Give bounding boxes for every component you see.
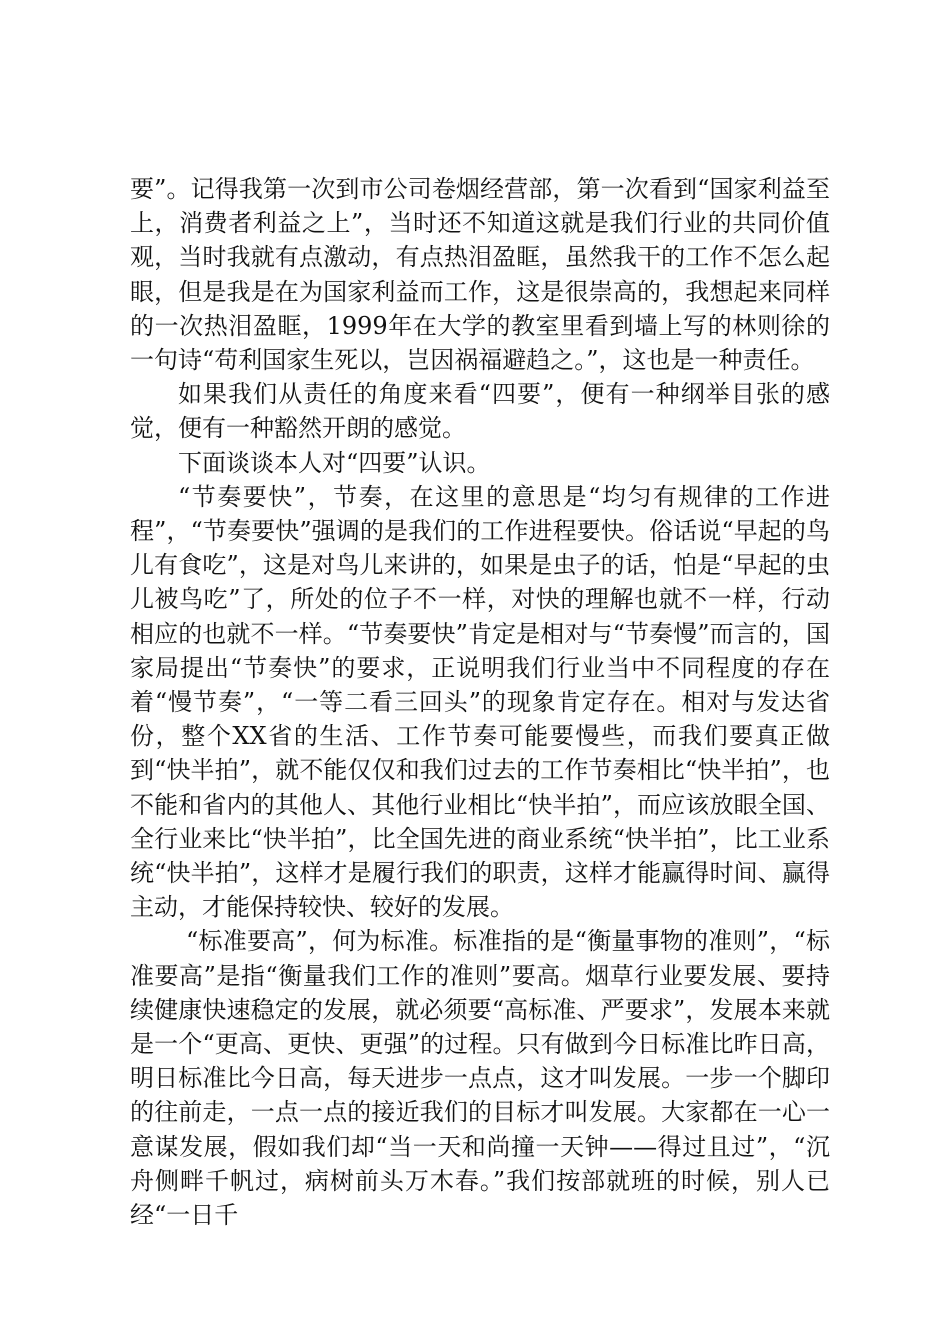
paragraph-4: “节奏要快”，节奏，在这里的意思是“均匀有规律的工作进程”，“节奏要快”强调的是我们的工作进程要快。俗话说“早起的鸟儿有食吃”，这是对鸟儿来讲的，如果是虫子的话，怕是“早起的虫儿被鸟吃”了，所处的位子不一样，对快的理解也就不一样，行动相应的也就不一样。“节奏要快”肯定是相对与“节奏慢”而言的，国家局提出“节奏快”的要求，正说明我们行业当中不同程度的存在着“慢节奏”，“一等二看三回头”的现象肯定存在。相对与发达省份，整个XX省的生活、工作节奏可能要慢些，而我们要真正做到“快半拍”，就不能仅仅和我们过去的工作节奏相比“快半拍”，也不能和省内的其他人、其他行业相比“快半拍”，而应该放眼全国、全行业来比“快半拍”，比全国先进的商业系统“快半拍”，比工业系统“快半拍”，这样才是履行我们的职责，这样才能赢得时间、赢得主动，才能保持较快、较好的发展。: [130, 482, 830, 922]
paragraph-2: 如果我们从责任的角度来看“四要”，便有一种纲举目张的感觉，便有一种豁然开朗的感觉。: [130, 380, 830, 443]
paragraph-1: 要”。记得我第一次到市公司卷烟经营部，第一次看到“国家利益至上，消费者利益之上”，当时还不知道这就是我们行业的共同价值观，当时我就有点激动，有点热泪盈眶，虽然我干的工作不怎么起眼，但是我是在为国家利益而工作，这是很崇高的，我想起来同样的一次热泪盈眶，1999年在大学的教室里看到墙上写的林则徐的一句诗“苟利国家生死以，岂因祸福避趋之。”，这也是一种责任。: [130, 175, 830, 375]
paragraph-5: “标准要高”，何为标准。标准指的是“衡量事物的准则”，“标准要高”是指“衡量我们工作的准则”要高。烟草行业要发展、要持续健康快速稳定的发展，就必须要“高标准、严要求”，发展本来就是一个“更高、更快、更强”的过程。只有做到今日标准比昨日高，明日标准比今日高，每天进步一点点，这才叫发展。一步一个脚印的往前走，一点一点的接近我们的目标才叫发展。大家都在一心一意谋发展，假如我们却“当一天和尚撞一天钟——得过且过”，“沉舟侧畔千帆过，病树前头万木春。”我们按部就班的时候，别人已经“一日千: [130, 927, 830, 1230]
document-body: [130, 172, 830, 1232]
paragraph-3: 下面谈谈本人对“四要”认识。: [178, 448, 491, 477]
